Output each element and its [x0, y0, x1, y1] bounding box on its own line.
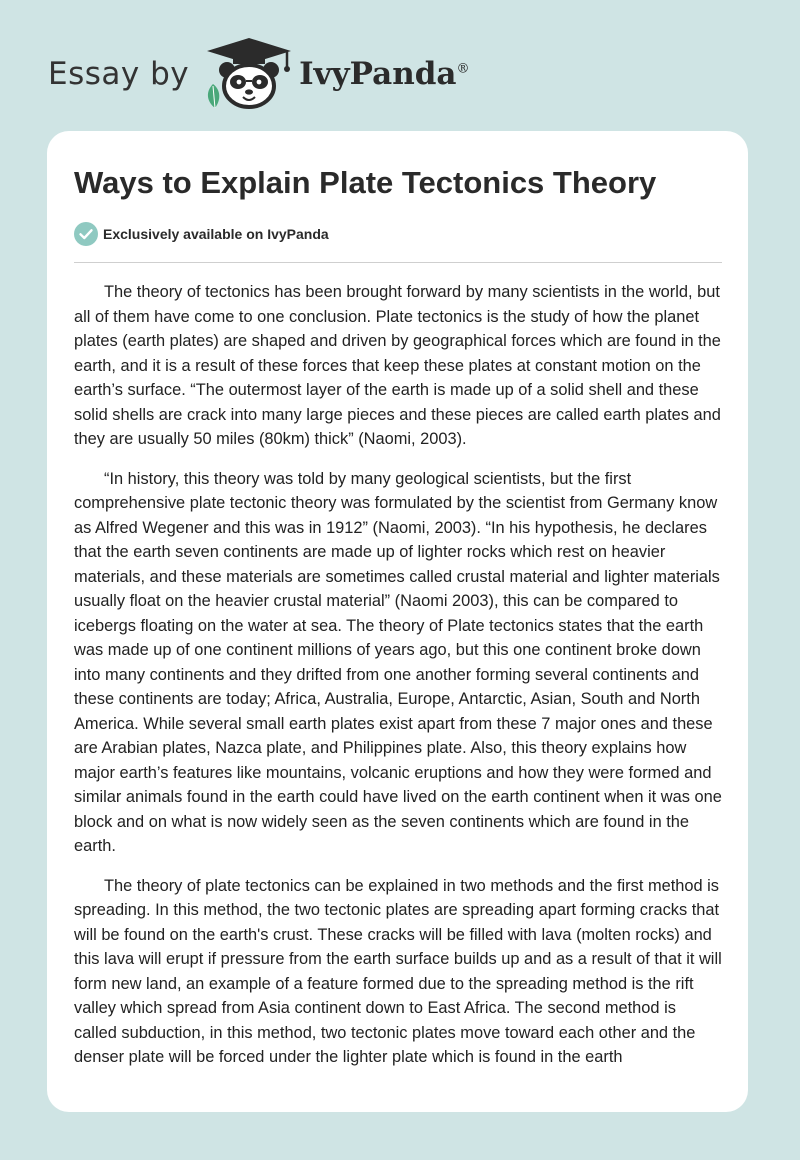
page-title: Ways to Explain Plate Tectonics Theory: [74, 165, 657, 200]
paragraph-2: “In history, this theory was told by many geological scientists, but the first comprehensive plate tectonic theory was formulated by the scientist from Germany know as Alfred Wegener and this was in 1912” (Naomi, 2003). “In his hypothesis, he declares that the earth seven continents are made up of lighter rocks which rest on heavier materials, and these materials are sometimes called crustal material and lighter materials usually float on the heavier crustal material” (Naomi 2003), this can be compared to icebergs floating on the water at sea. The theory of Plate tectonics states that the earth was made up of one continent millions of years ago, but this one continent broke down into many continents and they drifted from one another forming several continents and these continents are today; Africa, Australia, Europe, Antarctic, Asian, South and North America. While several small earth plates exist apart from these 7 major ones and these are Arabian plates, Nazca plate, and Philippines plate. Also, this theory explains how major earth’s features like mountains, volcanic eruptions and how they were formed and similar animals found in the earth could have lived on the earth continent when it was one block and on what is now widely seen as the seven continents which are found in the earth.: [74, 469, 722, 855]
check-circle-icon: [74, 222, 98, 246]
panda-graduate-logo-icon[interactable]: [203, 36, 295, 112]
brand-name[interactable]: IvyPanda®: [299, 56, 470, 92]
badge-text: Exclusively available on IvyPanda: [103, 226, 329, 242]
essay-card: [47, 131, 748, 1112]
site-header: [48, 34, 470, 114]
exclusive-badge: [74, 222, 329, 246]
trademark-symbol: ®: [456, 61, 470, 77]
paragraph-3: The theory of plate tectonics can be explained in two methods and the first method is spreading. In this method, the two tectonic plates are spreading apart forming cracks that will be found on the earth's crust. These cracks will be filled with lava (molten rocks) and this lava will erupt if pressure from the earth surface builds up and as a result of that it will form new land, an example of a feature formed due to the spreading method is the rift valley which spread from Asia continent down to East Africa. The second method is called subduction, in this method, two tectonic plates move toward each other and the denser plate will be forced under the lighter plate which is found in the earth: [74, 876, 722, 1066]
essay-body: [74, 280, 722, 1085]
divider: [74, 262, 722, 263]
essay-by-label: Essay by: [48, 56, 190, 92]
paragraph-1: The theory of tectonics has been brought forward by many scientists in the world, but all of them have come to one conclusion. Plate tectonics is the study of how the planet plates (earth plates) are shaped and driven by geographical forces which are found in the earth, and it is a result of these forces that keep these plates at constant motion on the earth’s surface. “The outermost layer of the earth is made up of a solid shell and these solid shells are crack into many large pieces and these pieces are called earth plates and they are usually 50 miles (80km) thick” (Naomi, 2003).: [74, 283, 721, 448]
